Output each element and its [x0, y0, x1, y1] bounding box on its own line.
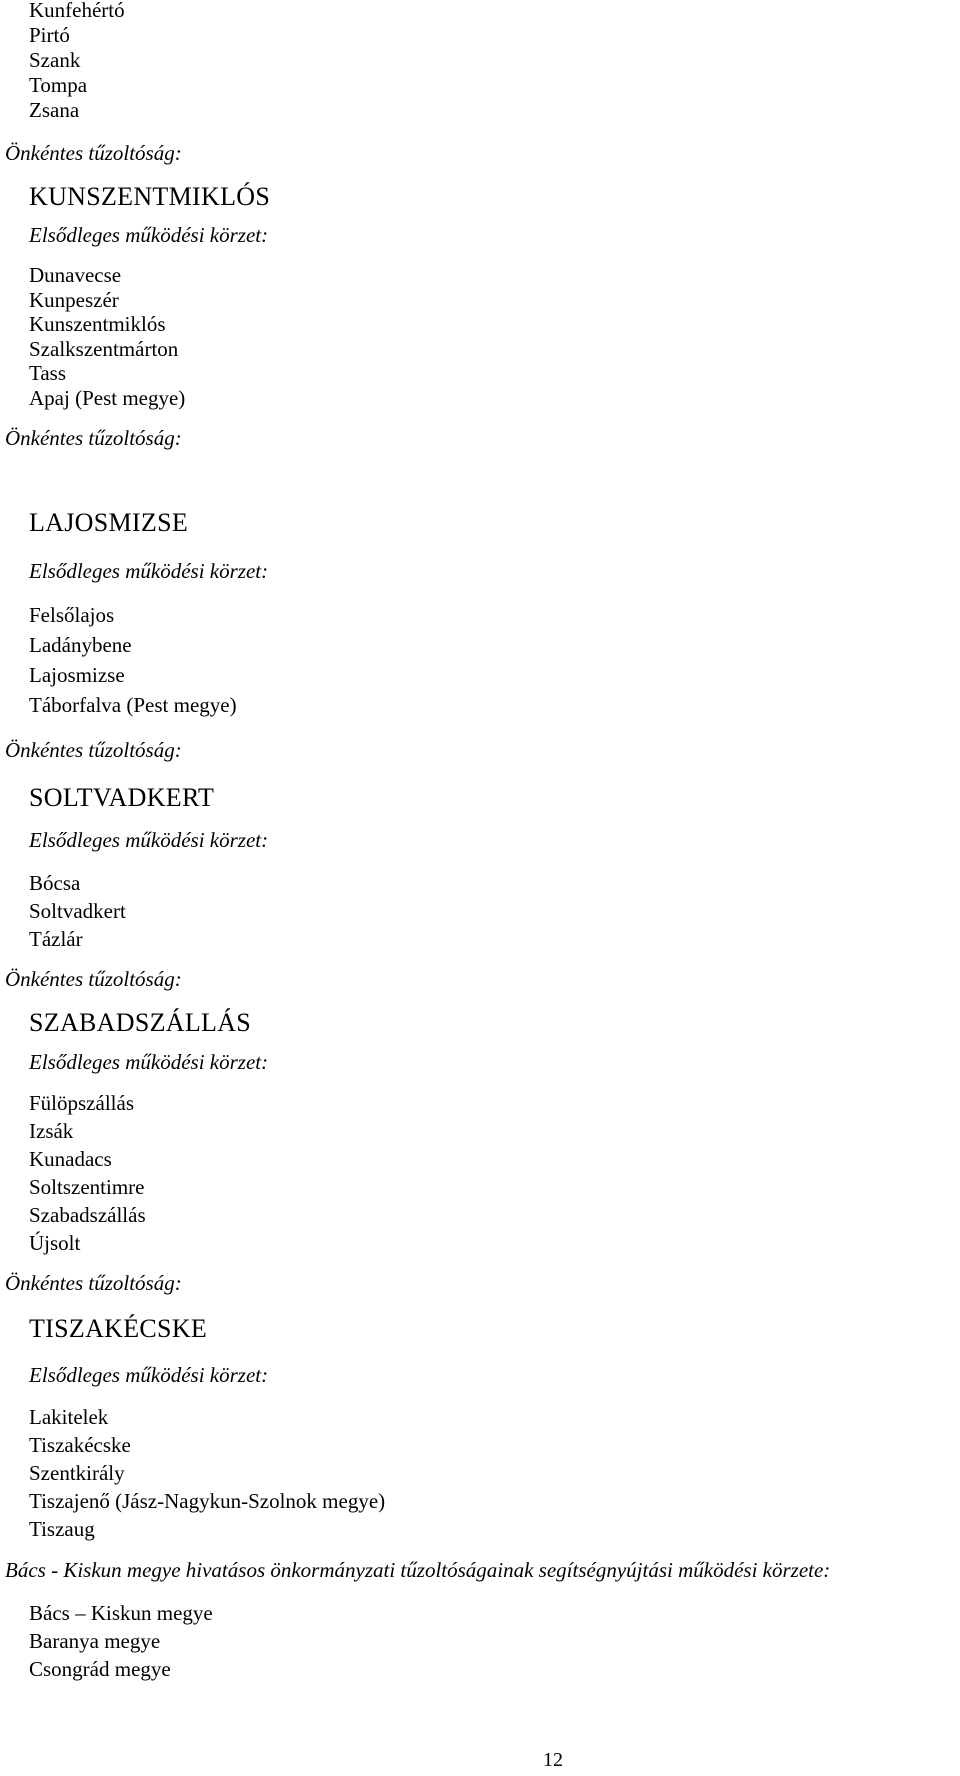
station-name: KUNSZENTMIKLÓS [29, 182, 271, 211]
place-item: Izsák [29, 1119, 74, 1143]
place-item: Csongrád megye [29, 1657, 171, 1681]
station-name: SOLTVADKERT [29, 783, 215, 812]
place-item: Szank [29, 48, 81, 72]
volunteer-label: Önkéntes tűzoltóság: [5, 141, 182, 165]
place-item: Apaj (Pest megye) [29, 386, 186, 410]
place-item: Tiszajenő (Jász-Nagykun-Szolnok megye) [29, 1489, 386, 1513]
place-item: Bócsa [29, 871, 81, 895]
place-item: Fülöpszállás [29, 1091, 134, 1115]
page-number: 12 [543, 1749, 563, 1771]
place-item: Soltvadkert [29, 899, 126, 923]
primary-district-label: Elsődleges működési körzet: [29, 1050, 269, 1074]
place-item: Zsana [29, 98, 80, 122]
place-item: Kunadacs [29, 1147, 112, 1171]
primary-district-label: Elsődleges működési körzet: [29, 1363, 269, 1387]
place-item: Kunfehértó [29, 0, 125, 22]
place-item: Pirtó [29, 23, 70, 47]
station-name: LAJOSMIZSE [29, 508, 189, 537]
place-item: Szalkszentmárton [29, 337, 179, 361]
volunteer-label: Önkéntes tűzoltóság: [5, 967, 182, 991]
place-item: Ladánybene [29, 633, 132, 657]
place-item: Dunavecse [29, 263, 122, 287]
primary-district-label: Elsődleges működési körzet: [29, 223, 269, 247]
place-item: Kunpeszér [29, 288, 119, 312]
place-item: Szentkirály [29, 1461, 125, 1485]
place-item: Felsőlajos [29, 603, 115, 627]
place-item: Szabadszállás [29, 1203, 146, 1227]
station-name: SZABADSZÁLLÁS [29, 1008, 252, 1037]
primary-district-label: Elsődleges működési körzet: [29, 828, 269, 852]
place-item: Baranya megye [29, 1629, 161, 1653]
place-item: Soltszentimre [29, 1175, 145, 1199]
place-item: Tompa [29, 73, 88, 97]
station-name: TISZAKÉCSKE [29, 1314, 208, 1343]
place-item: Lakitelek [29, 1405, 109, 1429]
place-item: Tass [29, 361, 67, 385]
place-item: Tázlár [29, 927, 83, 951]
volunteer-label: Önkéntes tűzoltóság: [5, 426, 182, 450]
place-item: Bács – Kiskun megye [29, 1601, 213, 1625]
place-item: Lajosmizse [29, 663, 125, 687]
place-item: Kunszentmiklós [29, 312, 166, 336]
place-item: Újsolt [29, 1231, 81, 1255]
primary-district-label: Elsődleges működési körzet: [29, 559, 269, 583]
county-assistance-heading: Bács - Kiskun megye hivatásos önkormányzati tűzoltóságainak segítségnyújtási működési körzete: [5, 1558, 831, 1582]
place-item: Táborfalva (Pest megye) [29, 693, 237, 717]
place-item: Tiszakécske [29, 1433, 131, 1457]
place-item: Tiszaug [29, 1517, 95, 1541]
volunteer-label: Önkéntes tűzoltóság: [5, 1271, 182, 1295]
volunteer-label: Önkéntes tűzoltóság: [5, 738, 182, 762]
